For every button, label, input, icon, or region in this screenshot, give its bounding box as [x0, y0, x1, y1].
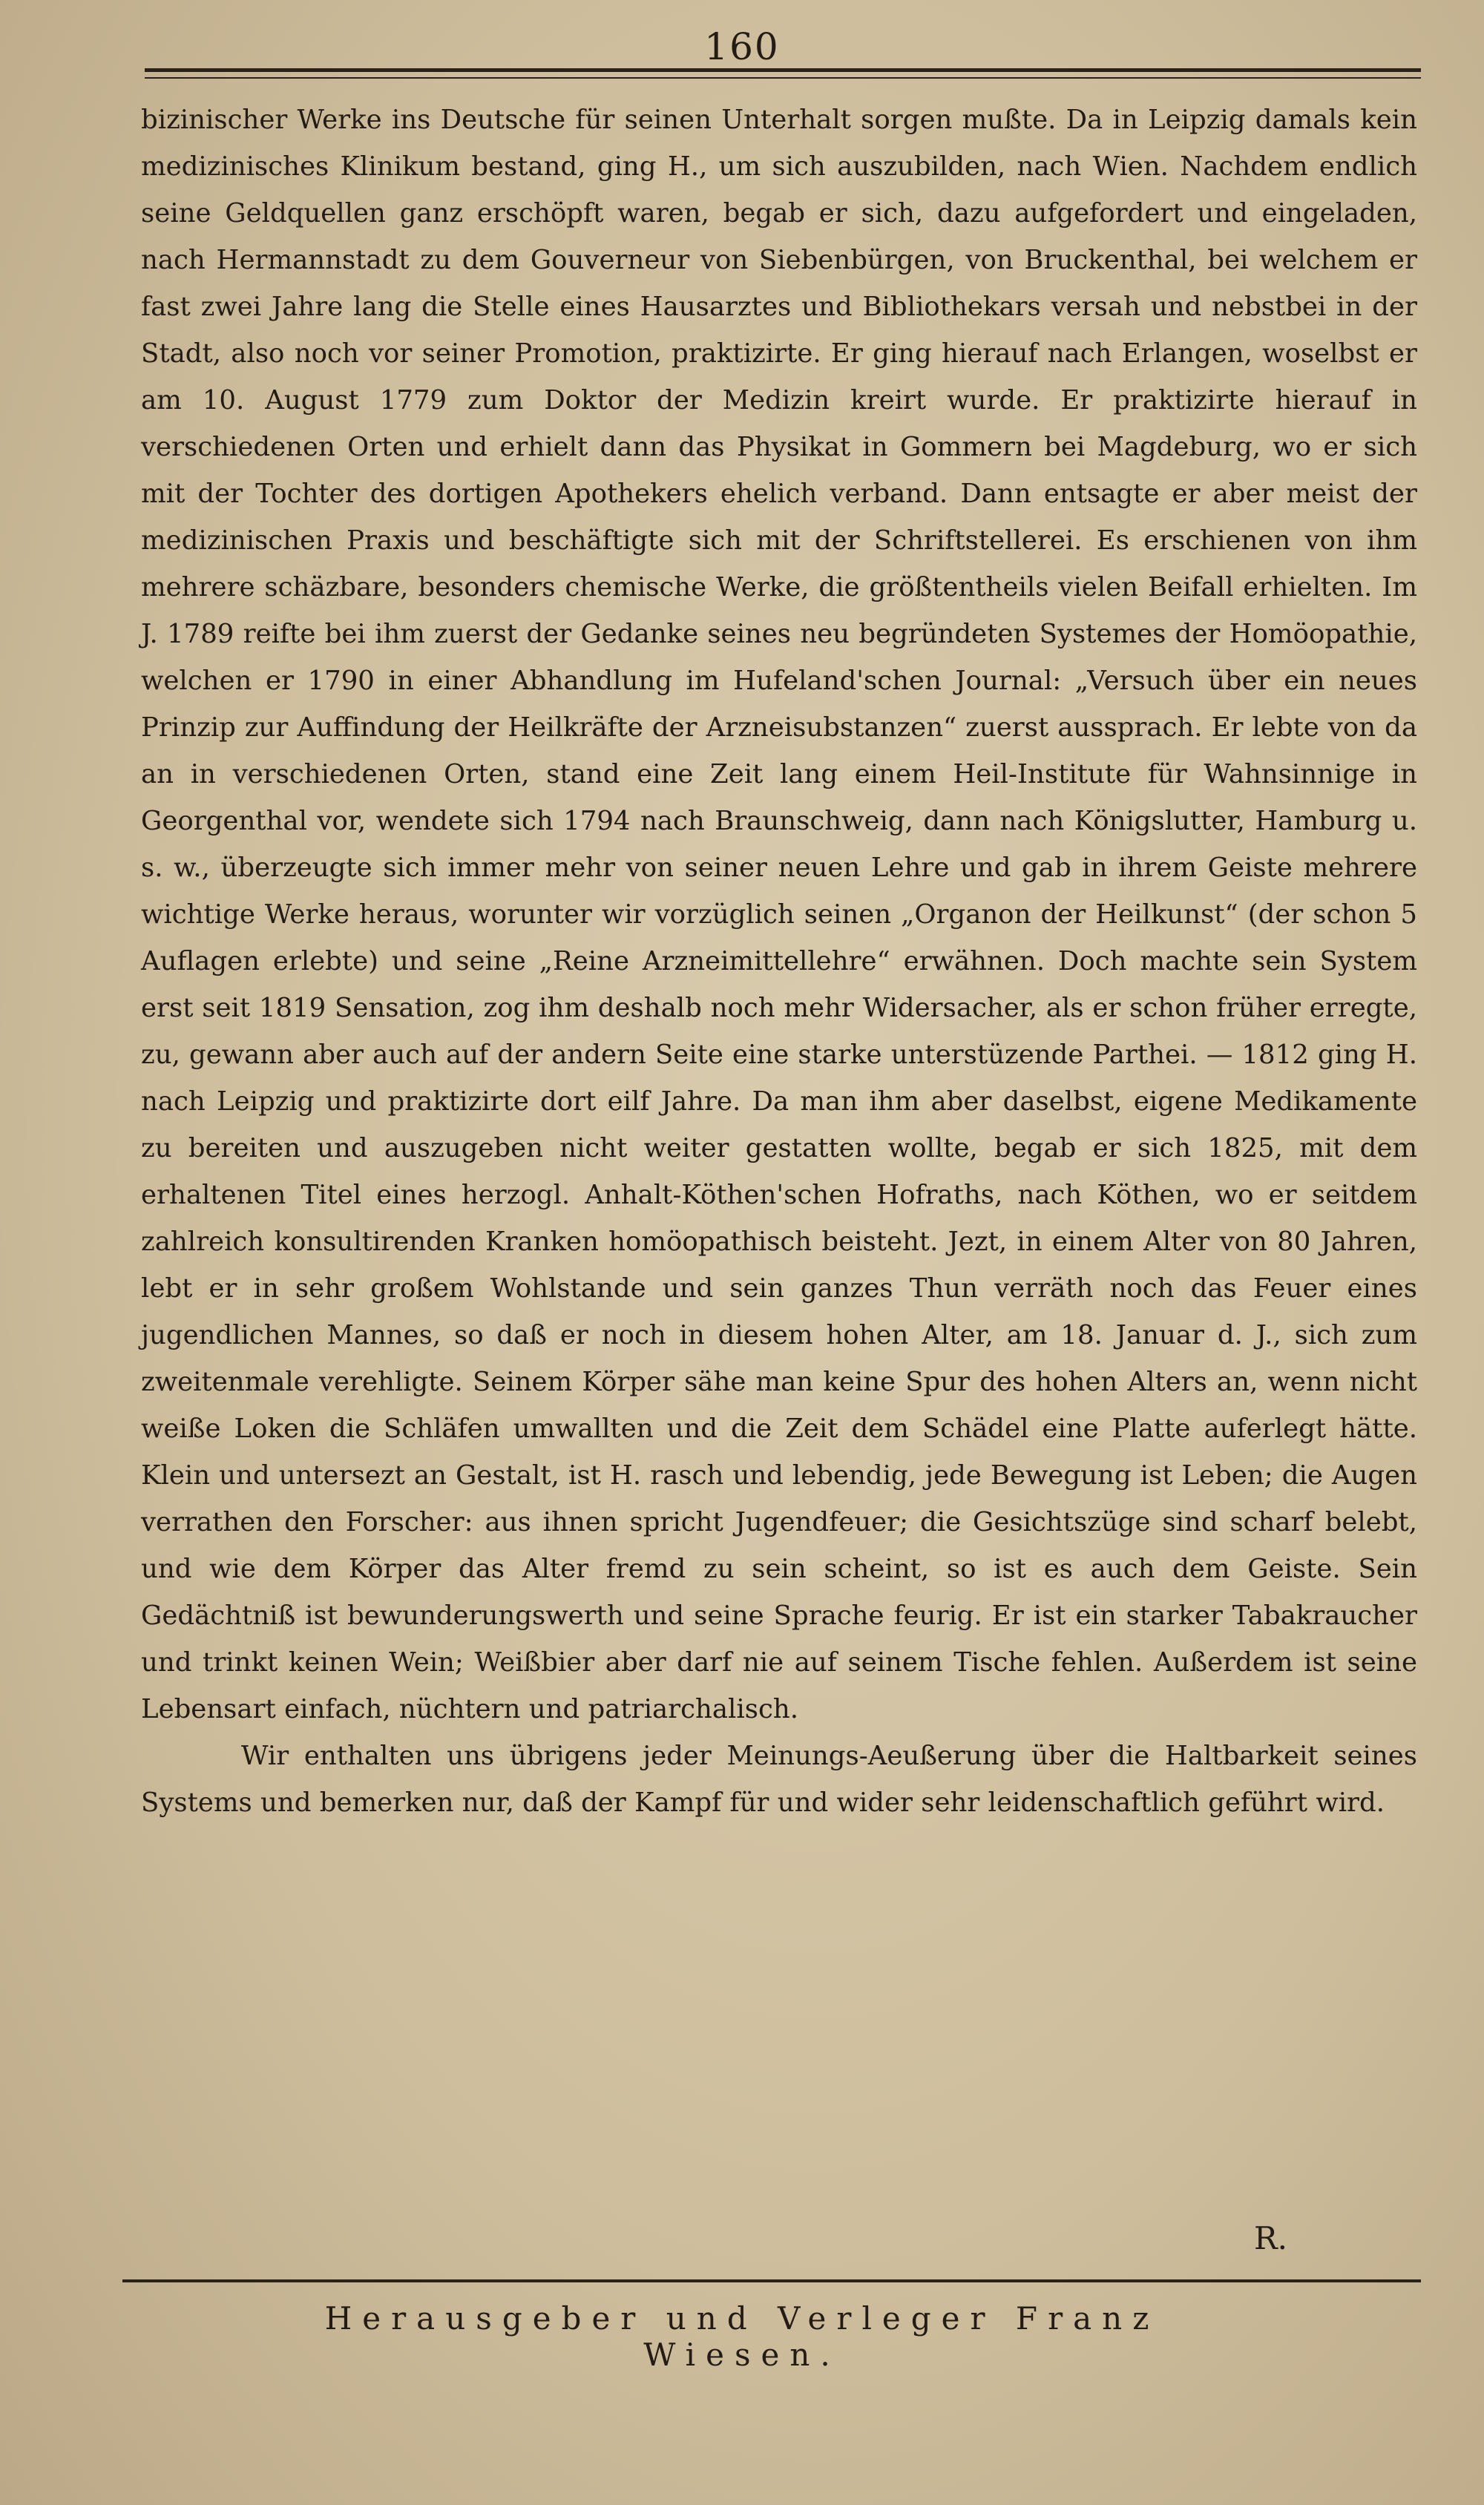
author-signature: R.: [1254, 2220, 1287, 2256]
body-paragraph: bizinischer Werke ins Deutsche für seinen Unterhalt sorgen mußte. Da in Leipzig damals kein medizinisches Klinikum bestand, ging H., um sich auszubilden, nach Wien. Nachdem endlich seine Geldquellen ganz erschöpft waren, begab er sich, dazu aufgefordert und eingeladen, nach Hermannstadt zu dem Gouverneur von Siebenbürgen, von Bruckenthal, bei welchem er fast zwei Jahre lang die Stelle eines Hausarztes und Bibliothekars versah und nebstbei in der Stadt, also noch vor seiner Promotion, praktizirte. Er ging hierauf nach Erlangen, woselbst er am 10. August 1779 zum Doktor der Medizin kreirt wurde. Er praktizirte hierauf in verschiedenen Orten und erhielt dann das Physikat in Gommern bei Magdeburg, wo er sich mit der Tochter des dortigen Apothekers ehelich verband. Dann entsagte er aber meist der medizinischen Praxis und beschäftigte sich mit der Schriftstellerei. Es erschienen von ihm mehrere schäzbare, besonders chemische Werke, die größtentheils vielen Beifall erhielten. Im J. 1789 reifte bei ihm zuerst der Gedanke seines neu begründeten Systemes der Homöopathie, welchen er 1790 in einer Abhandlung im Hufeland'schen Journal: „Versuch über ein neues Prinzip zur Auffindung der Heilkräfte der Arzneisubstanzen“ zuerst aussprach. Er lebte von da an in verschiedenen Orten, stand eine Zeit lang einem Heil-Institute für Wahnsinnige in Georgenthal vor, wendete sich 1794 nach Braunschweig, dann nach Königslutter, Hamburg u. s. w., überzeugte sich immer mehr von seiner neuen Lehre und gab in ihrem Geiste mehrere wichtige Werke heraus, worunter wir vorzüglich seinen „Organon der Heilkunst“ (der schon 5 Auflagen erlebte) und seine „Reine Arzneimittellehre“ erwähnen. Doch machte sein System erst seit 1819 Sensation, zog ihm deshalb noch mehr Widersacher, als er schon früher erregte, zu, gewann aber auch auf der andern Seite eine starke unterstüzende Parthei. — 1812 ging H. nach Leipzig und praktizirte dort eilf Jahre. Da man ihm aber daselbst, eigene Medikamente zu bereiten und auszugeben nicht weiter gestatten wollte, begab er sich 1825, mit dem erhaltenen Titel eines herzogl. Anhalt-Köthen'schen Hofraths, nach Köthen, wo er seitdem zahlreich konsultirenden Kranken homöopathisch beisteht. Jezt, in einem Alter von 80 Jahren, lebt er in sehr großem Wohlstande und sein ganzes Thun verräth noch das Feuer eines jugendlichen Mannes, so daß er noch in diesem hohen Alter, am 18. Januar d. J., sich zum zweitenmale verehligte. Seinem Körper sähe man keine Spur des hohen Alters an, wenn nicht weiße Loken die Schläfen umwallten und die Zeit dem Schädel eine Platte auferlegt hätte. Klein und untersezt an Gestalt, ist H. rasch und lebendig, jede Bewegung ist Leben; die Augen verrathen den Forscher: aus ihnen spricht Jugendfeuer; die Gesichtszüge sind scharf belebt, und wie dem Körper das Alter fremd zu sein scheint, so ist es auch dem Geiste. Sein Gedächtniß ist bewunderungswerth und seine Sprache feurig. Er ist ein starker Tabakraucher und trinkt keinen Wein; Weißbier aber darf nie auf seinem Tische fehlen. Außerdem ist seine Lebensart einfach, nüchtern und patriarchalisch.: [141, 105, 1417, 1724]
top-rule-thin: [145, 77, 1421, 79]
top-rule-thick: [145, 68, 1421, 72]
closing-paragraph: Wir enthalten uns übrigens jeder Meinungs-Aeußerung über die Haltbarkeit seines Systems und bemerken nur, daß der Kampf für und wider sehr leidenschaftlich geführt wird.: [141, 1741, 1417, 1818]
publisher-line: Herausgeber und Verleger Franz Wiesen.: [324, 2300, 1160, 2373]
bottom-rule: [122, 2279, 1421, 2282]
page-number: 160: [704, 25, 780, 68]
body-text-block: [141, 96, 1417, 1826]
